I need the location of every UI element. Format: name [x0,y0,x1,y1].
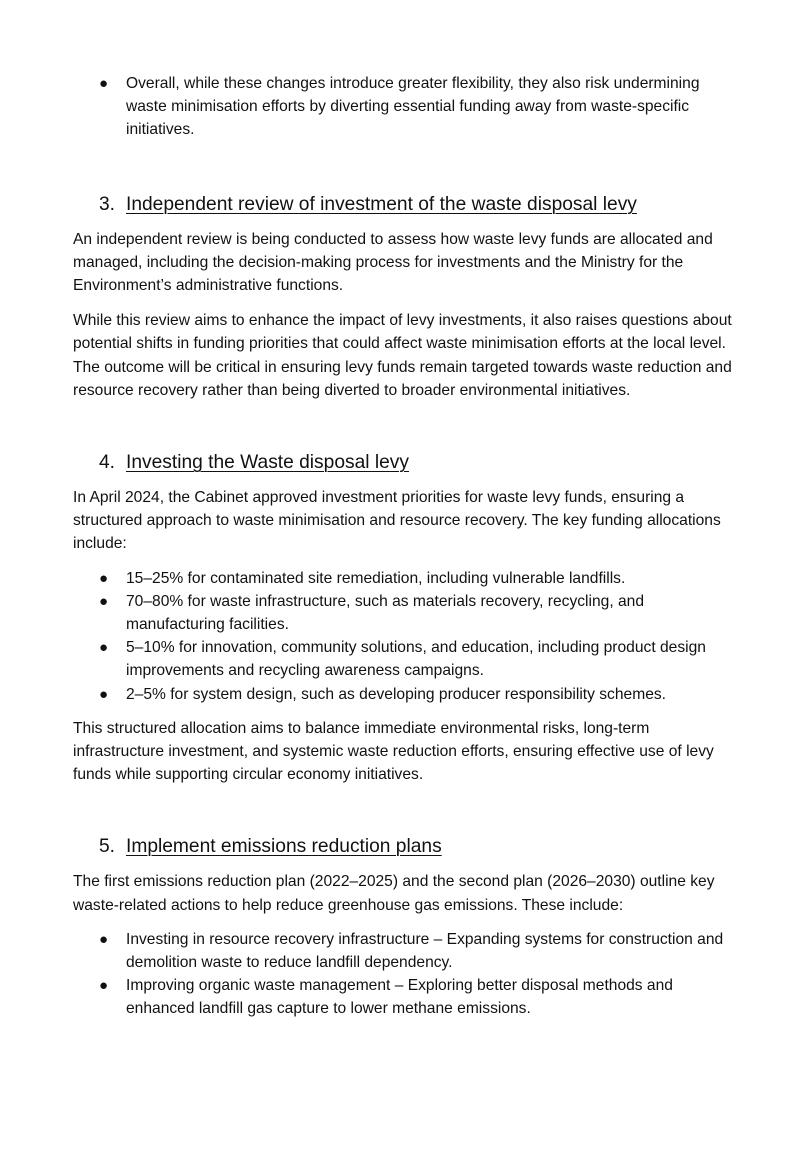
section-heading [73,834,743,860]
paragraph: This structured allocation aims to balance immediate environmental risks, long-term infrastructure investment, and systemic waste reduction efforts, ensuring effective use of levy funds while supporting circular economy initiatives. [73,719,714,784]
bullet-icon: ● [99,685,109,703]
paragraph: An independent review is being conducted to assess how waste levy funds are allocated and managed, including the decision-making process for investments and the Ministry for the Environment’s administrative functions. [73,230,713,295]
list-item-text: Investing in resource recovery infrastructure – Expanding systems for construction and demolition waste to reduce landfill dependency. [126,930,724,972]
bullet-icon: ● [99,592,109,610]
list-item [73,974,743,1020]
bullet-icon: ● [99,977,109,995]
section-title: Implement emissions reduction plans [126,836,442,858]
list-item-text: 2–5% for system design, such as developing producer responsibility schemes. [126,685,666,703]
list-item [73,636,743,682]
bullet-icon: ● [99,639,109,657]
list-item [73,590,743,636]
paragraph: While this review aims to enhance the impact of levy investments, it also raises questions about potential shifts in funding priorities that could affect waste minimisation efforts at the local level. The outcome will be critical in ensuring levy funds remain targeted towards waste reduction and resource recovery rather than being diverted to broader environmental initiatives. [73,312,732,399]
section-number: 4. [99,452,116,474]
emissions-actions-list [73,928,743,1021]
list-item [73,567,743,590]
bullet-icon: ● [99,569,109,587]
section-emissions-reduction [73,834,743,1020]
section-heading [73,192,743,218]
section-title: Independent review of investment of the waste disposal levy [126,193,637,215]
list-item [73,928,743,974]
intro-bullet-list [73,72,743,142]
section-investing-levy [73,450,743,786]
list-item [73,72,743,142]
section-number: 5. [99,836,116,858]
section-number: 3. [99,193,116,215]
list-item-text: 15–25% for contaminated site remediation, including vulnerable landfills. [126,569,626,587]
list-item-text: Improving organic waste management – Exploring better disposal methods and enhanced landfill gas capture to lower methane emissions. [126,977,673,1018]
bullet-icon: ● [99,930,109,948]
section-heading [73,450,743,476]
bullet-icon: ● [99,75,109,92]
list-item [73,683,743,706]
paragraph: In April 2024, the Cabinet approved investment priorities for waste levy funds, ensuring a structured approach to waste minimisation and resource recovery. The key funding allocations include: [73,489,721,553]
list-item-text: 70–80% for waste infrastructure, such as materials recovery, recycling, and manufacturing facilities. [126,592,644,634]
section-independent-review [73,192,743,402]
paragraph: The first emissions reduction plan (2022–2025) and the second plan (2026–2030) outline key waste-related actions to help reduce greenhouse gas emissions. These include: [73,873,715,914]
document-page [73,72,743,1021]
funding-allocation-list [73,567,743,706]
section-title: Investing the Waste disposal levy [126,452,409,474]
list-item-text: Overall, while these changes introduce greater flexibility, they also risk undermining waste minimisation efforts by diverting essential funding away from waste-specific initiatives. [126,75,700,139]
list-item-text: 5–10% for innovation, community solutions, and education, including product design improvements and recycling awareness campaigns. [126,639,706,680]
